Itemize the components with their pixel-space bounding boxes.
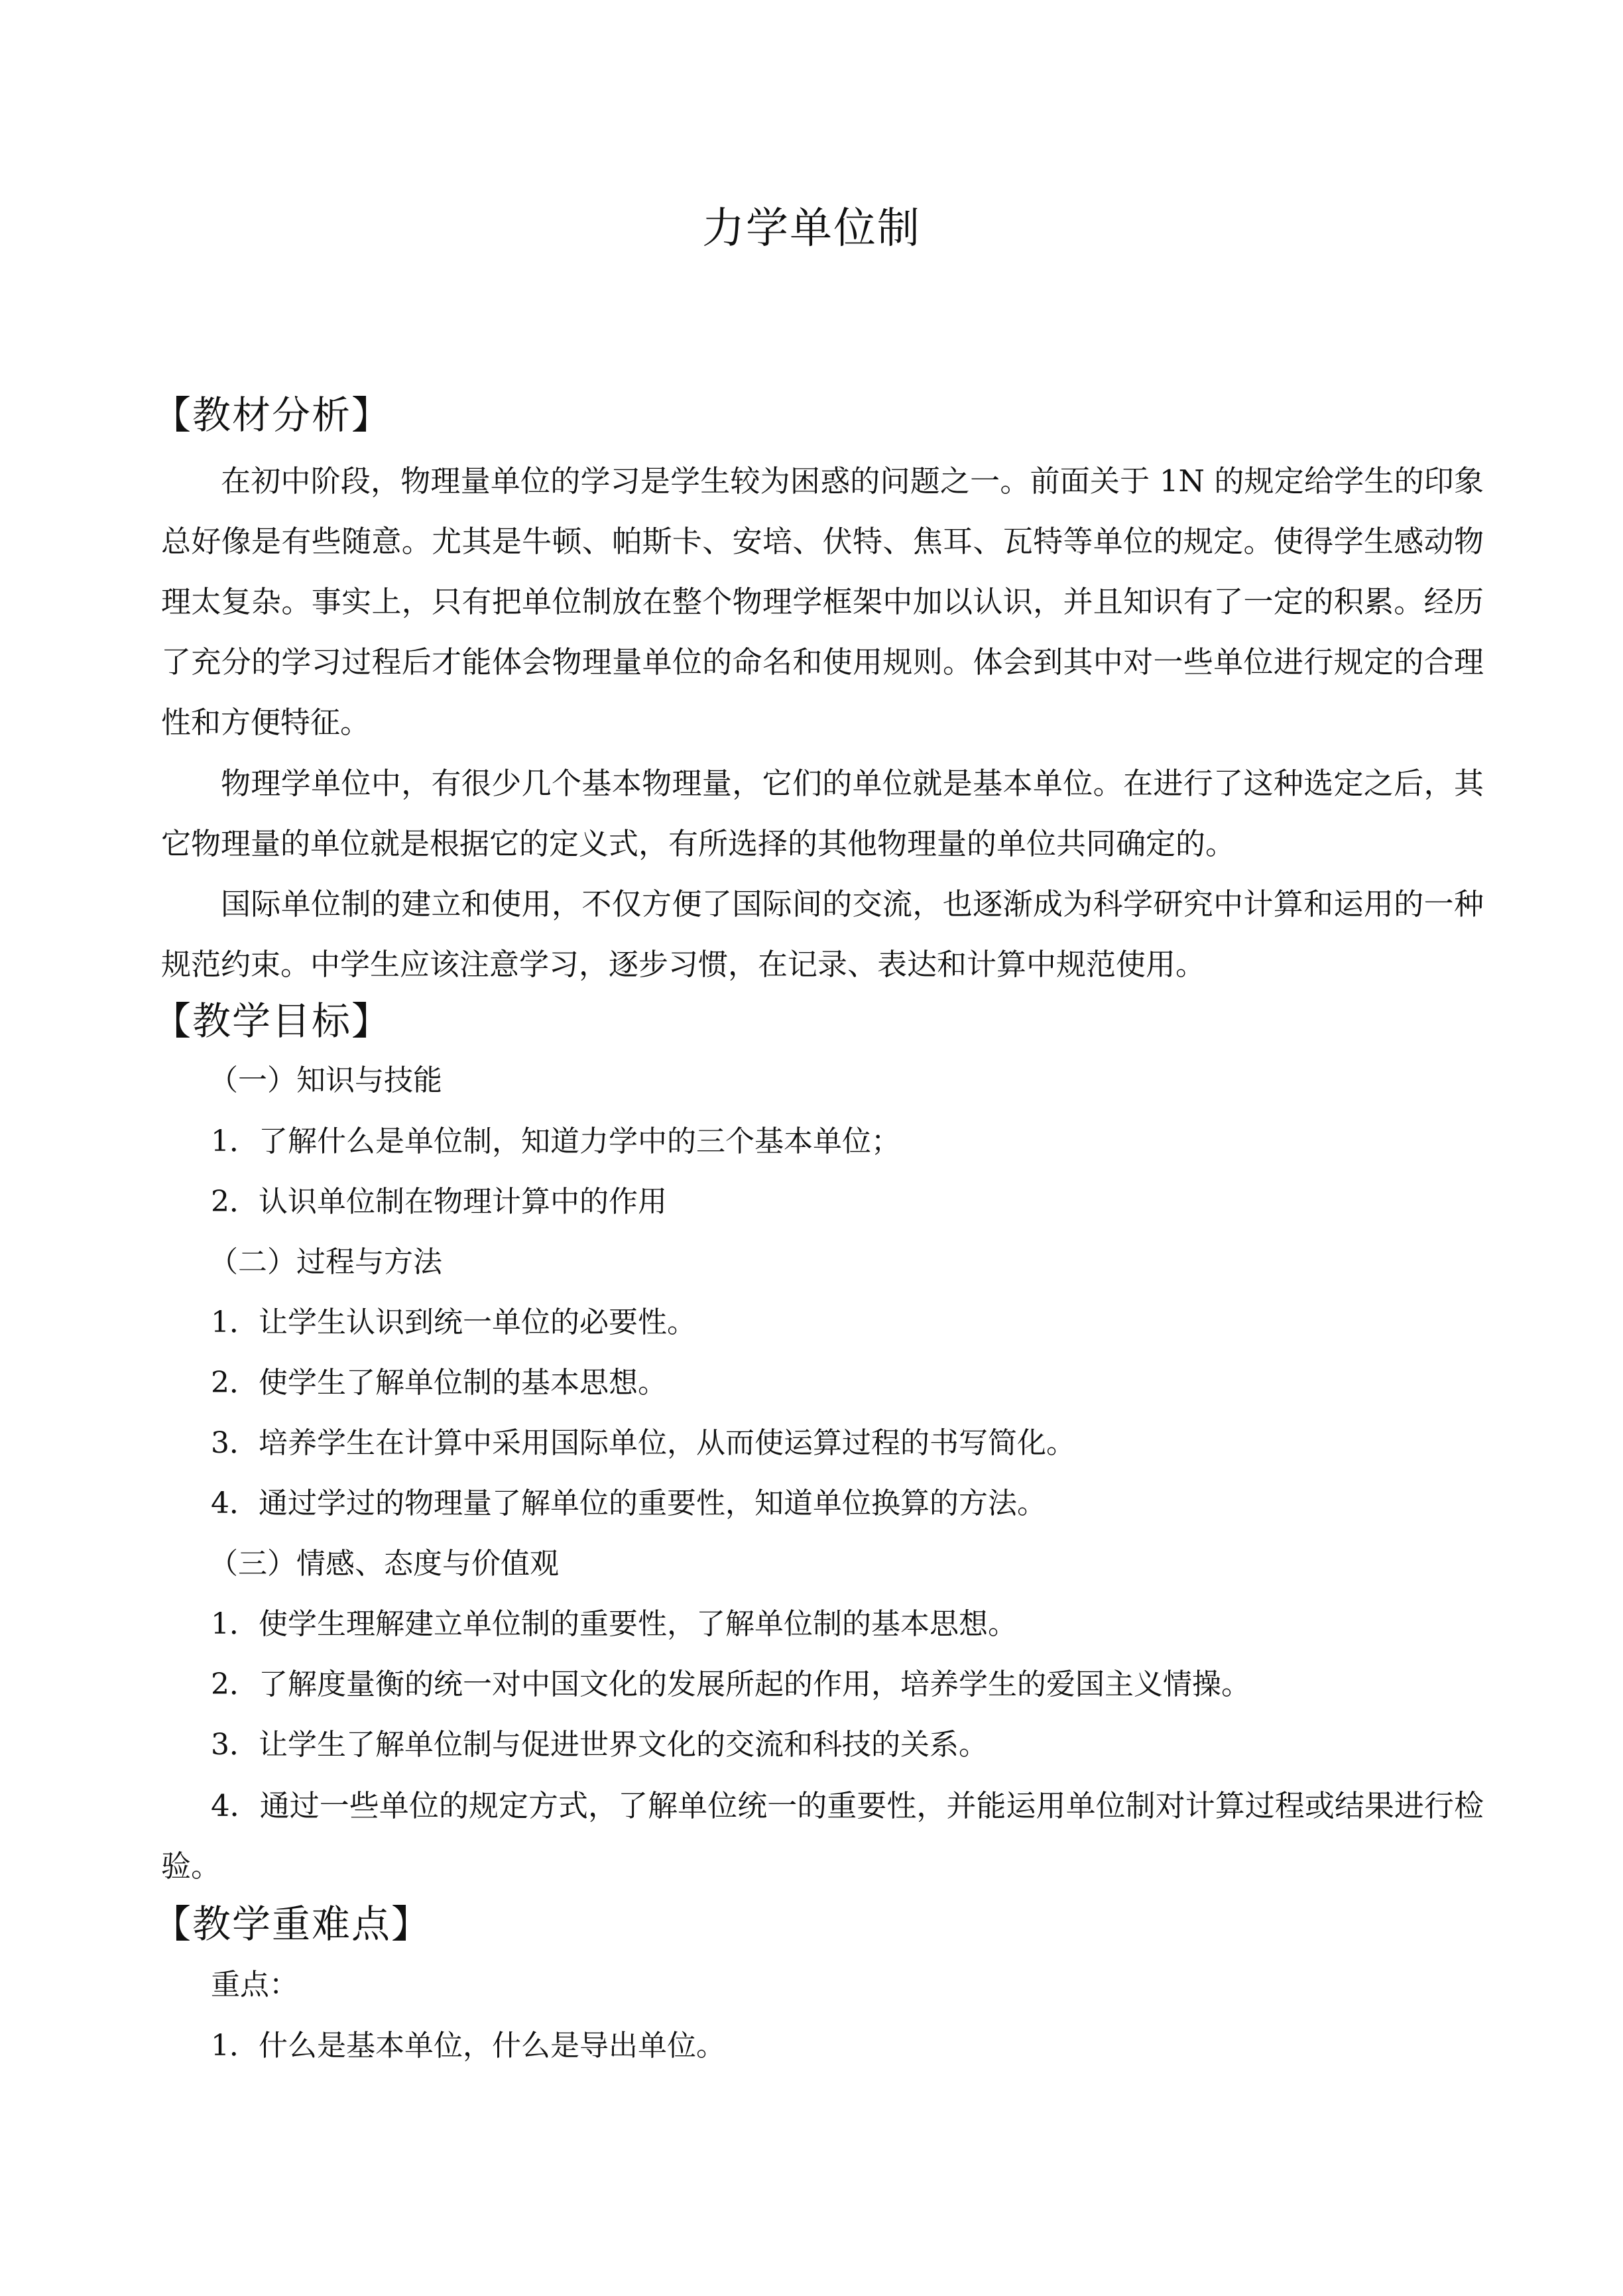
objective-group-title-2: （二）过程与方法: [209, 1245, 442, 1279]
objective-item: 1．了解什么是单位制，知道力学中的三个基本单位；: [211, 1124, 900, 1158]
document-title: 力学单位制: [702, 204, 921, 253]
objective-item: 2．使学生了解单位制的基本思想。: [211, 1366, 667, 1400]
objective-item: 4．通过一些单位的规定方式，了解单位统一的重要性，并能运用单位制对计算过程或结果进行检验。: [161, 1788, 1484, 1884]
objective-item: 3．让学生了解单位制与促进世界文化的交流和科技的关系。: [211, 1728, 988, 1762]
objective-item: 3．培养学生在计算中采用国际单位，从而使运算过程的书写简化。: [211, 1426, 1075, 1460]
section-heading-key-points: 【教学重难点】: [152, 1902, 432, 1947]
objective-item: 4．通过学过的物理量了解单位的重要性，知道单位换算的方法。: [211, 1486, 1046, 1520]
section-heading-objectives: 【教学目标】: [152, 998, 392, 1044]
key-point-item: 1．什么是基本单位，什么是导出单位。: [211, 2029, 725, 2063]
objective-item: 2．了解度量衡的统一对中国文化的发展所起的作用，培养学生的爱国主义情操。: [211, 1667, 1250, 1701]
objective-item: 1．使学生理解建立单位制的重要性，了解单位制的基本思想。: [211, 1607, 1017, 1641]
key-points-label: 重点：: [211, 1968, 298, 2002]
analysis-paragraph-2: 物理学单位中，有很少几个基本物理量，它们的单位就是基本单位。在进行了这种选定之后，其它物理量的单位就是根据它的定义式，有所选择的其他物理量的单位共同确定的。: [161, 766, 1484, 861]
objective-item: 2．认识单位制在物理计算中的作用: [211, 1185, 667, 1219]
objective-group-title-3: （三）情感、态度与价值观: [209, 1547, 559, 1581]
objective-item: 1．让学生认识到统一单位的必要性。: [211, 1305, 696, 1339]
analysis-paragraph-3: 国际单位制的建立和使用，不仅方便了国际间的交流，也逐渐成为科学研究中计算和运用的一种规范约束。中学生应该注意学习，逐步习惯，在记录、表达和计算中规范使用。: [161, 886, 1484, 982]
objective-group-title-1: （一）知识与技能: [209, 1063, 442, 1097]
section-heading-analysis: 【教材分析】: [152, 393, 392, 438]
analysis-paragraph-1: 在初中阶段，物理量单位的学习是学生较为困惑的问题之一。前面关于 1N 的规定给学生的印象总好像是有些随意。尤其是牛顿、帕斯卡、安培、伏特、焦耳、瓦特等单位的规定。使得学生感动物理太复杂。事实上，只有把单位制放在整个物理学框架中加以认识，并且知识有了一定的积累。经历了充分的学习过程后才能体会物理量单位的命名和使用规则。体会到其中对一些单位进行规定的合理性和方便特征。: [161, 463, 1484, 740]
